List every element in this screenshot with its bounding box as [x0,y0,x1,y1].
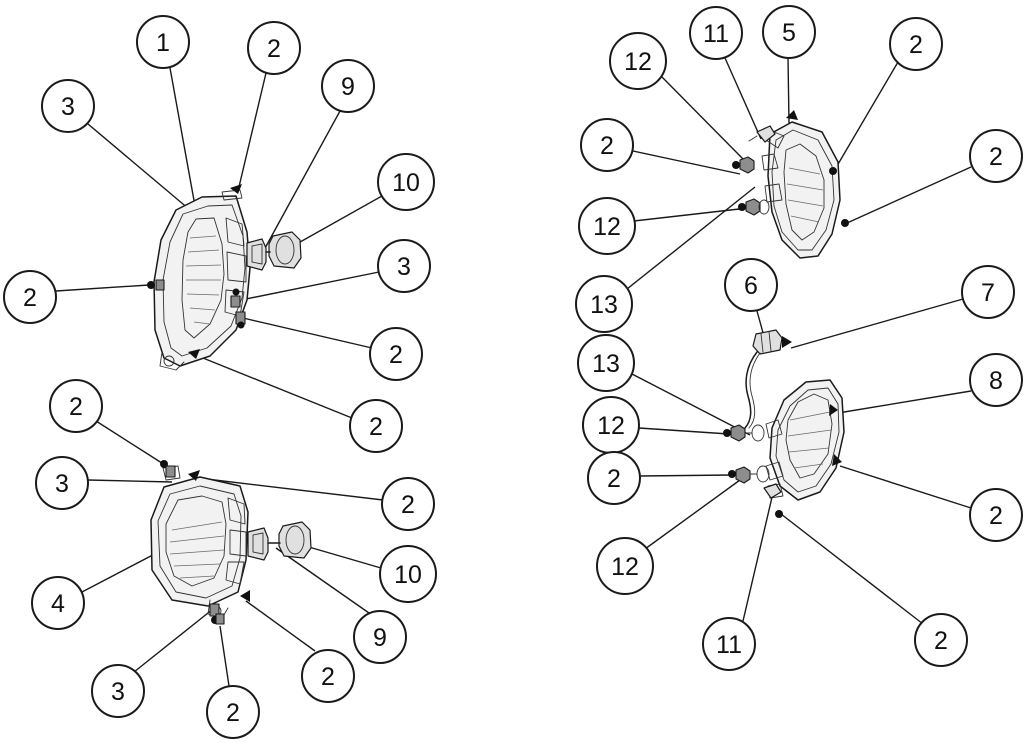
callout-c8[interactable] [370,328,422,380]
callout-label: 2 [23,284,37,312]
callout-c18[interactable] [207,686,259,738]
callout-c27[interactable] [725,259,777,311]
callout-label: 2 [607,465,621,493]
callout-c35[interactable] [703,618,755,670]
callout-c6[interactable] [378,240,430,292]
callout-c10[interactable] [50,380,102,432]
callout-c17[interactable] [92,665,144,717]
callout-label: 7 [981,279,995,307]
callout-c1[interactable] [42,80,94,132]
callout-label: 12 [624,48,652,76]
callout-c4[interactable] [322,60,374,112]
callout-label: 2 [401,491,415,519]
callout-c23[interactable] [581,119,633,171]
callout-c33[interactable] [597,538,653,594]
callout-c19[interactable] [610,33,666,89]
callout-label: 5 [782,19,796,47]
callout-c15[interactable] [354,611,406,663]
callout-c29[interactable] [970,354,1022,406]
callout-label: 3 [55,470,69,498]
callout-label: 11 [716,631,742,659]
callout-c16[interactable] [302,650,354,702]
callout-c3[interactable] [248,22,300,74]
callout-label: 2 [369,413,383,441]
callout-c9[interactable] [350,400,402,452]
callout-label: 11 [703,20,729,48]
callout-c24[interactable] [970,130,1022,182]
callout-c12[interactable] [382,478,434,530]
callout-c11[interactable] [36,457,88,509]
callout-label: 2 [934,627,948,655]
callout-c32[interactable] [588,452,640,504]
part-foglamp-upper-right [732,110,849,258]
callout-label: 8 [989,367,1003,395]
callout-label: 9 [341,73,355,101]
callout-c26[interactable] [576,276,632,332]
part-headlamp-upper-left [154,190,301,370]
callout-label: 3 [61,93,75,121]
callout-label: 2 [989,143,1003,171]
callout-label: 2 [909,31,923,59]
callout-label: 4 [51,590,65,618]
callout-label: 1 [156,29,170,57]
callout-label: 2 [226,699,240,727]
callout-label: 6 [744,272,758,300]
callout-label: 12 [597,412,625,440]
callout-label: 10 [394,561,422,589]
callout-c2[interactable] [137,16,189,68]
callout-label: 13 [590,291,618,319]
callout-c7[interactable] [4,271,56,323]
callout-c22[interactable] [890,18,942,70]
callout-label: 10 [392,169,420,197]
part-foglamp-lower-right [723,380,844,518]
callout-c31[interactable] [583,397,639,453]
callout-c34[interactable] [970,489,1022,541]
callout-c5[interactable] [378,154,434,210]
callout-label: 9 [373,624,387,652]
callout-c20[interactable] [690,7,742,59]
callout-c30[interactable] [578,335,634,391]
callout-label: 2 [69,393,83,421]
callout-c28[interactable] [962,266,1014,318]
callout-label: 3 [397,253,411,281]
callout-c21[interactable] [763,6,815,58]
callout-label: 2 [267,35,281,63]
callout-label: 2 [321,663,335,691]
callouts [4,6,1022,738]
callout-label: 12 [611,553,639,581]
callout-c36[interactable] [915,614,967,666]
callout-c14[interactable] [380,546,436,602]
callout-label: 2 [600,132,614,160]
callout-label: 12 [593,213,621,241]
callout-label: 2 [989,502,1003,530]
callout-c13[interactable] [32,577,84,629]
callout-label: 13 [592,350,620,378]
callout-label: 2 [389,341,403,369]
callout-label: 3 [111,678,125,706]
callout-c25[interactable] [579,198,635,254]
